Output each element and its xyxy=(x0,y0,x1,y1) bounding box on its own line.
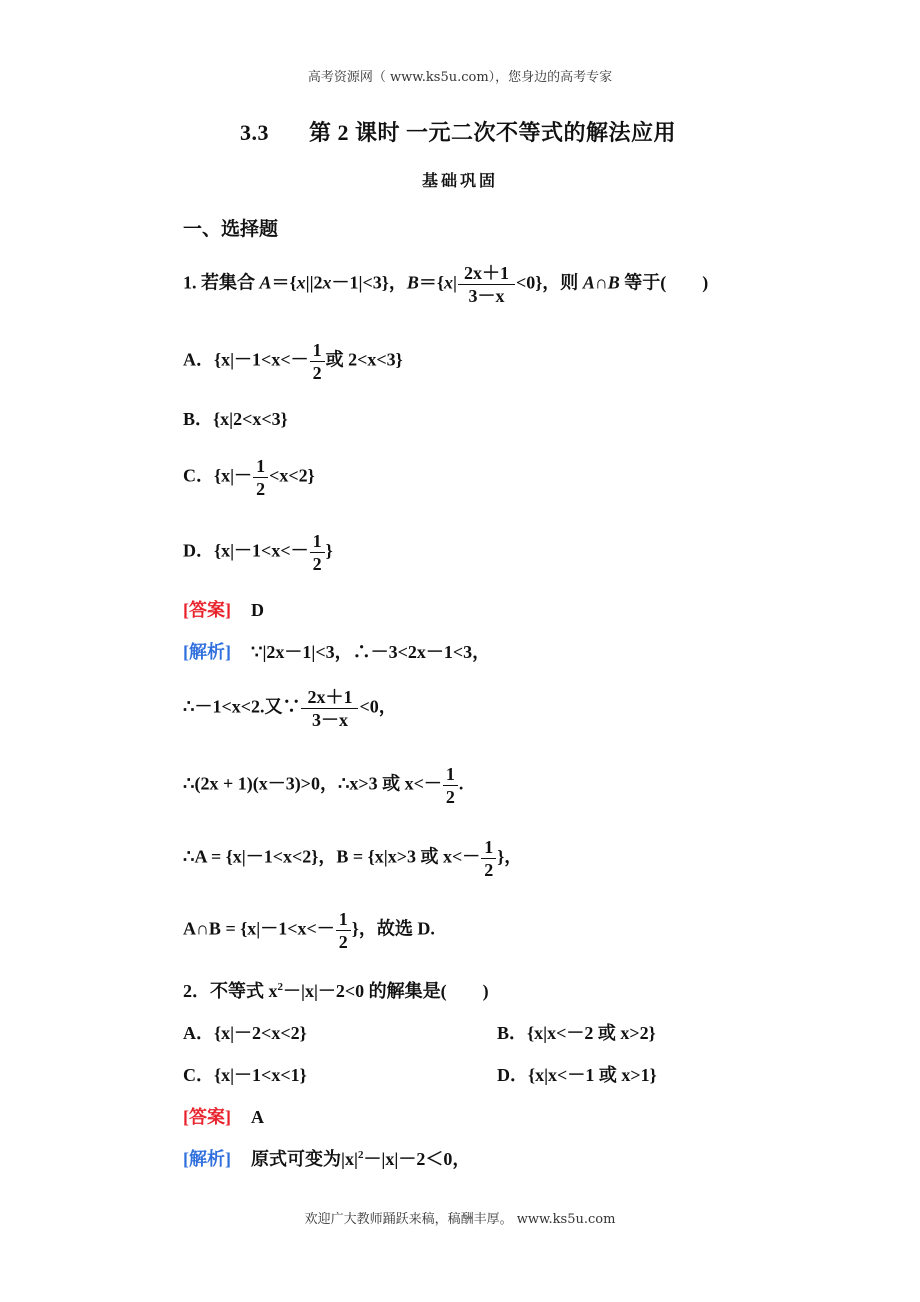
lesson-title-text: 第 2 课时 一元二次不等式的解法应用 xyxy=(309,120,677,145)
lesson-title xyxy=(240,116,676,147)
q1-solution-line-3 xyxy=(183,763,463,808)
q1-stem-part: ＝{ xyxy=(418,272,444,293)
lesson-number: 3.3 xyxy=(240,120,269,145)
option-fraction xyxy=(310,339,325,384)
fraction-denominator: 2 xyxy=(312,554,322,574)
q1-stem-part: ||2 xyxy=(305,272,323,293)
option-fraction xyxy=(310,530,325,575)
q1-stem-part: －1|<3}， xyxy=(331,272,407,293)
solution-text: }， xyxy=(497,846,523,867)
fraction-denominator: 2 xyxy=(338,932,348,952)
solution-text: <0， xyxy=(359,696,397,717)
q1-solution-line-4 xyxy=(183,836,522,881)
q1-option-b xyxy=(183,407,288,431)
q1-stem-part: ＝{ xyxy=(271,272,297,293)
q1-solution-line-1 xyxy=(183,640,490,664)
q1-stem-part: <0}，则 xyxy=(515,272,583,293)
solution-superscript: 2 xyxy=(357,1149,364,1161)
solution-text: ∴－1<x<2.又∵ xyxy=(183,696,301,717)
section-subtitle: 基础巩固 xyxy=(421,173,498,190)
q2-superscript: 2 xyxy=(277,981,283,993)
q1-stem xyxy=(183,262,708,307)
option-label: C． xyxy=(183,1065,214,1085)
q2-option-d xyxy=(497,1063,657,1087)
q1-stem-part: 1. 若集合 xyxy=(183,272,260,293)
option-text: } xyxy=(325,540,333,561)
option-text: {x|－1<x<－ xyxy=(214,349,309,370)
q1-answer xyxy=(183,598,264,622)
fraction-numerator: 1 xyxy=(481,836,496,859)
q1-option-d xyxy=(183,530,333,575)
q1-stem-part: 等于( ) xyxy=(619,272,709,293)
q2-answer xyxy=(183,1105,264,1129)
q2-option-b xyxy=(497,1021,656,1045)
solution-fraction xyxy=(301,686,358,731)
q1-fraction xyxy=(458,262,515,307)
q1-set-b: B xyxy=(406,272,419,293)
option-label: B． xyxy=(183,409,214,429)
q1-option-a xyxy=(183,339,403,384)
q2-stem xyxy=(183,979,489,1003)
answer-tag: [答案] xyxy=(183,1107,231,1127)
option-label: D． xyxy=(183,540,214,561)
solution-fraction xyxy=(443,763,458,808)
option-fraction xyxy=(253,455,268,500)
fraction-denominator: 2 xyxy=(312,363,322,383)
option-label: C． xyxy=(183,465,214,486)
solution-text: －|x|－2＜0， xyxy=(363,1149,471,1169)
fraction-numerator: 1 xyxy=(310,339,325,362)
solution-text: ∵|2x－1|<3，∴－3<2x－1<3， xyxy=(251,642,491,662)
option-label: D． xyxy=(497,1065,528,1085)
fraction-denominator: 2 xyxy=(256,479,266,499)
analysis-tag: [解析] xyxy=(183,642,231,662)
q1-solution-line-2 xyxy=(183,686,397,731)
solution-text: . xyxy=(458,773,464,794)
solution-text: A∩B = {x|－1<x<－ xyxy=(183,918,335,939)
solution-fraction xyxy=(481,836,496,881)
q1-set-a: A xyxy=(259,272,272,293)
fraction-numerator: 1 xyxy=(336,908,351,931)
option-label: B． xyxy=(497,1023,528,1043)
solution-text: 原式可变为|x| xyxy=(251,1149,358,1169)
option-label: A． xyxy=(183,1023,214,1043)
fraction-numerator: 1 xyxy=(253,455,268,478)
answer-value: A xyxy=(251,1107,264,1127)
option-text: {x|2<x<3} xyxy=(213,409,288,429)
fraction-numerator: 1 xyxy=(443,763,458,786)
q1-intersection: A∩B xyxy=(582,272,620,293)
option-text: {x|－2<x<2} xyxy=(214,1023,307,1043)
q1-var: x xyxy=(296,272,306,293)
solution-text: ∴(2x + 1)(x－3)>0，∴x>3 或 x<－ xyxy=(183,773,442,794)
q1-var: x xyxy=(322,272,332,293)
fraction-denominator: 2 xyxy=(445,787,455,807)
q2-option-a xyxy=(183,1021,307,1045)
fraction-denominator: 2 xyxy=(484,860,494,880)
page-footer: 欢迎广大教师踊跃来稿，稿酬丰厚。 www.ks5u.com xyxy=(304,1212,616,1227)
q2-stem-part: －|x|－2<0 的解集是( ) xyxy=(283,981,489,1001)
fraction-numerator: 2x＋1 xyxy=(301,686,358,709)
option-text: {x|－ xyxy=(214,465,253,486)
q2-solution-line-1 xyxy=(183,1147,470,1171)
answer-value: D xyxy=(251,600,264,620)
page-header: 高考资源网（ www.ks5u.com），您身边的高考专家 xyxy=(307,70,613,85)
q1-solution-line-5 xyxy=(183,908,435,953)
q2-stem-part: 2．不等式 x xyxy=(183,981,278,1001)
q1-stem-part: | xyxy=(452,272,457,293)
option-text: {x|－1<x<1} xyxy=(214,1065,307,1085)
solution-fraction xyxy=(336,908,351,953)
q1-var: x xyxy=(443,272,453,293)
section-heading: 一、选择题 xyxy=(183,219,279,240)
option-text: 或 2<x<3} xyxy=(325,349,403,370)
fraction-numerator: 1 xyxy=(310,530,325,553)
option-label: A． xyxy=(183,349,214,370)
fraction-numerator: 2x＋1 xyxy=(458,262,515,285)
fraction-denominator: 3－x xyxy=(311,710,348,730)
q2-option-c xyxy=(183,1063,307,1087)
option-text: {x|x<－2 或 x>2} xyxy=(527,1023,656,1043)
fraction-denominator: 3－x xyxy=(468,286,505,306)
option-text: {x|－1<x<－ xyxy=(214,540,309,561)
solution-text: ∴A = {x|－1<x<2}，B = {x|x>3 或 x<－ xyxy=(183,846,481,867)
option-text: {x|x<－1 或 x>1} xyxy=(528,1065,657,1085)
analysis-tag: [解析] xyxy=(183,1149,231,1169)
option-text: <x<2} xyxy=(269,465,315,486)
solution-text: }，故选 D. xyxy=(351,918,435,939)
q1-option-c xyxy=(183,455,315,500)
answer-tag: [答案] xyxy=(183,600,231,620)
